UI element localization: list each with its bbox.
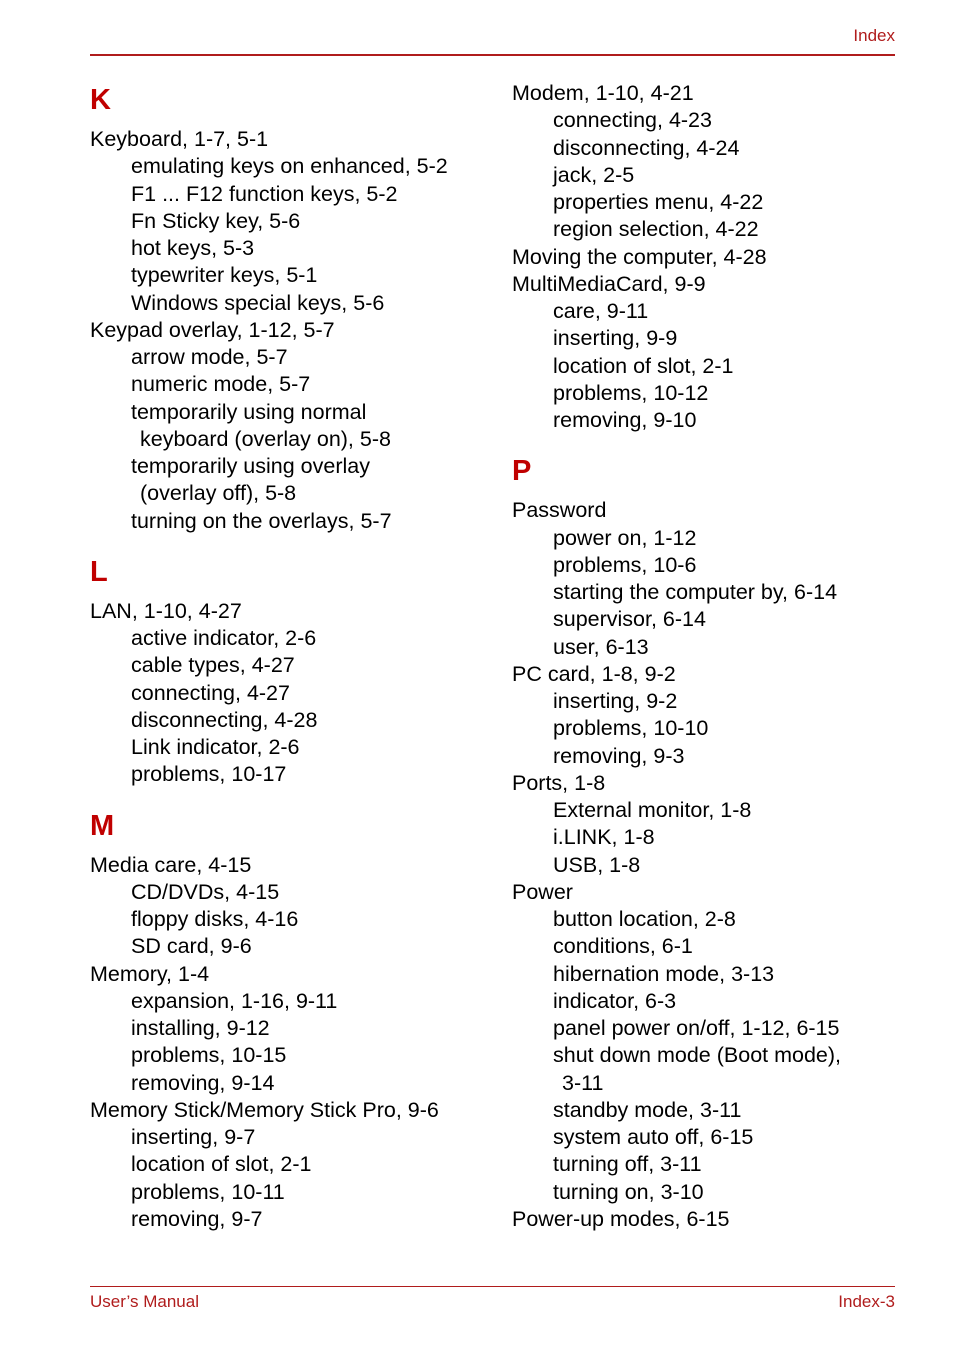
footer-manual-title: User’s Manual xyxy=(90,1292,199,1311)
index-entry: MultiMediaCard, 9-9 xyxy=(512,271,706,296)
index-subentry: supervisor, 6-14 xyxy=(553,607,706,632)
index-subentry: turning off, 3-11 xyxy=(553,1152,702,1177)
index-subentry-continued xyxy=(90,426,490,453)
index-subentry: indicator, 6-3 xyxy=(553,988,677,1013)
index-column-left xyxy=(90,80,490,1233)
index-entry: Memory, 1-4 xyxy=(90,961,210,986)
index-subentry: inserting, 9-2 xyxy=(553,689,678,713)
index-subentry: Link indicator, 2-6 xyxy=(131,735,300,759)
index-subentry: External monitor, 1-8 xyxy=(553,798,752,822)
index-subentry: floppy disks, 4-16 xyxy=(131,907,299,931)
index-subentry: panel power on/off, 1-12, 6-15 xyxy=(553,1016,840,1040)
index-subentry: standby mode, 3-11 xyxy=(553,1097,742,1122)
index-section-m-continued xyxy=(512,80,912,434)
index-subentry: temporarily using overlay xyxy=(131,454,370,478)
index-entry: Memory Stick/Memory Stick Pro, 9-6 xyxy=(90,1097,439,1122)
index-section-l xyxy=(90,557,490,789)
section-letter-k: K xyxy=(90,84,111,116)
index-entry: Power xyxy=(512,879,573,904)
index-entry: Password xyxy=(512,498,607,523)
index-subentry: removing, 9-7 xyxy=(131,1206,263,1231)
index-subentry: cable types, 4-27 xyxy=(131,653,295,678)
index-subentry: problems, 10-11 xyxy=(131,1179,285,1204)
continuation-text: 3-11 xyxy=(562,1070,604,1095)
index-subentry: CD/DVDs, 4-15 xyxy=(131,879,280,904)
index-subentry: inserting, 9-9 xyxy=(553,326,678,351)
index-subentry: location of slot, 2-1 xyxy=(553,353,734,378)
index-subentry: hibernation mode, 3-13 xyxy=(553,961,775,986)
index-subentry: Windows special keys, 5-6 xyxy=(131,290,385,315)
index-subentry: i.LINK, 1-8 xyxy=(553,825,655,850)
index-subentry: Fn Sticky key, 5-6 xyxy=(131,208,301,233)
index-subentry: removing, 9-14 xyxy=(131,1070,275,1095)
index-subentry: turning on, 3-10 xyxy=(553,1179,704,1204)
index-subentry: care, 9-11 xyxy=(553,299,649,323)
index-subentry: removing, 9-3 xyxy=(553,743,685,768)
footer-page-number: Index-3 xyxy=(838,1292,895,1311)
index-section-k xyxy=(90,85,490,535)
index-subentry: properties menu, 4-22 xyxy=(553,190,764,214)
page-header-title: Index xyxy=(853,26,895,45)
index-subentry: temporarily using normal xyxy=(131,399,367,424)
index-entry: Ports, 1-8 xyxy=(512,770,606,795)
index-subentry: conditions, 6-1 xyxy=(553,934,693,959)
section-letter-p: P xyxy=(512,455,532,488)
index-subentry: disconnecting, 4-24 xyxy=(553,135,740,160)
index-subentry: connecting, 4-27 xyxy=(131,680,290,705)
index-subentry: turning on the overlays, 5-7 xyxy=(131,508,392,533)
index-subentry: SD card, 9-6 xyxy=(131,934,252,959)
index-subentry: system auto off, 6-15 xyxy=(553,1125,754,1149)
continuation-text: keyboard (overlay on), 5-8 xyxy=(140,426,391,451)
index-subentry: expansion, 1-16, 9-11 xyxy=(131,988,338,1013)
index-entry: Media care, 4-15 xyxy=(90,852,252,877)
index-subentry: problems, 10-12 xyxy=(553,380,709,405)
index-subentry-continued xyxy=(90,480,490,507)
header-rule xyxy=(90,54,895,56)
footer-rule xyxy=(90,1286,895,1287)
index-subentry: problems, 10-17 xyxy=(131,762,287,787)
index-subentry: location of slot, 2-1 xyxy=(131,1152,312,1177)
index-entry: PC card, 1-8, 9-2 xyxy=(512,661,676,686)
index-subentry: removing, 9-10 xyxy=(553,408,697,432)
section-letter-l: L xyxy=(90,555,108,588)
index-subentry: user, 6-13 xyxy=(553,634,649,659)
index-entry: Moving the computer, 4-28 xyxy=(512,244,767,269)
continuation-text: (overlay off), 5-8 xyxy=(140,481,297,506)
index-subentry: problems, 10-6 xyxy=(553,552,697,577)
index-subentry: connecting, 4-23 xyxy=(553,108,712,133)
index-subentry: installing, 9-12 xyxy=(131,1016,270,1040)
index-subentry: F1 ... F12 function keys, 5-2 xyxy=(131,181,398,206)
index-subentry: problems, 10-10 xyxy=(553,716,709,741)
index-subentry: arrow mode, 5-7 xyxy=(131,345,288,369)
index-section-p xyxy=(512,456,912,1233)
index-subentry: typewriter keys, 5-1 xyxy=(131,263,318,288)
index-entry: Modem, 1-10, 4-21 xyxy=(512,81,694,105)
index-subentry: button location, 2-8 xyxy=(553,907,736,931)
index-subentry-continued xyxy=(512,1070,912,1097)
index-subentry: USB, 1-8 xyxy=(553,852,641,877)
section-letter-m: M xyxy=(90,809,115,842)
index-entry: Keypad overlay, 1-12, 5-7 xyxy=(90,317,335,342)
index-subentry: jack, 2-5 xyxy=(553,162,635,187)
index-subentry: problems, 10-15 xyxy=(131,1043,287,1068)
index-subentry: hot keys, 5-3 xyxy=(131,236,255,260)
index-column-right xyxy=(512,80,912,1233)
index-entry: Keyboard, 1-7, 5-1 xyxy=(90,127,269,151)
index-section-m xyxy=(90,811,490,1234)
index-subentry: emulating keys on enhanced, 5-2 xyxy=(131,154,448,179)
index-subentry: disconnecting, 4-28 xyxy=(131,707,318,732)
index-subentry: inserting, 9-7 xyxy=(131,1125,256,1149)
index-subentry: shut down mode (Boot mode), xyxy=(553,1043,842,1068)
index-subentry: starting the computer by, 6-14 xyxy=(553,580,838,604)
index-entry: Power-up modes, 6-15 xyxy=(512,1206,730,1231)
index-subentry: region selection, 4-22 xyxy=(553,217,759,242)
index-subentry: power on, 1-12 xyxy=(553,525,697,550)
index-subentry: active indicator, 2-6 xyxy=(131,626,317,650)
index-entry: LAN, 1-10, 4-27 xyxy=(90,598,242,623)
index-subentry: numeric mode, 5-7 xyxy=(131,372,311,397)
